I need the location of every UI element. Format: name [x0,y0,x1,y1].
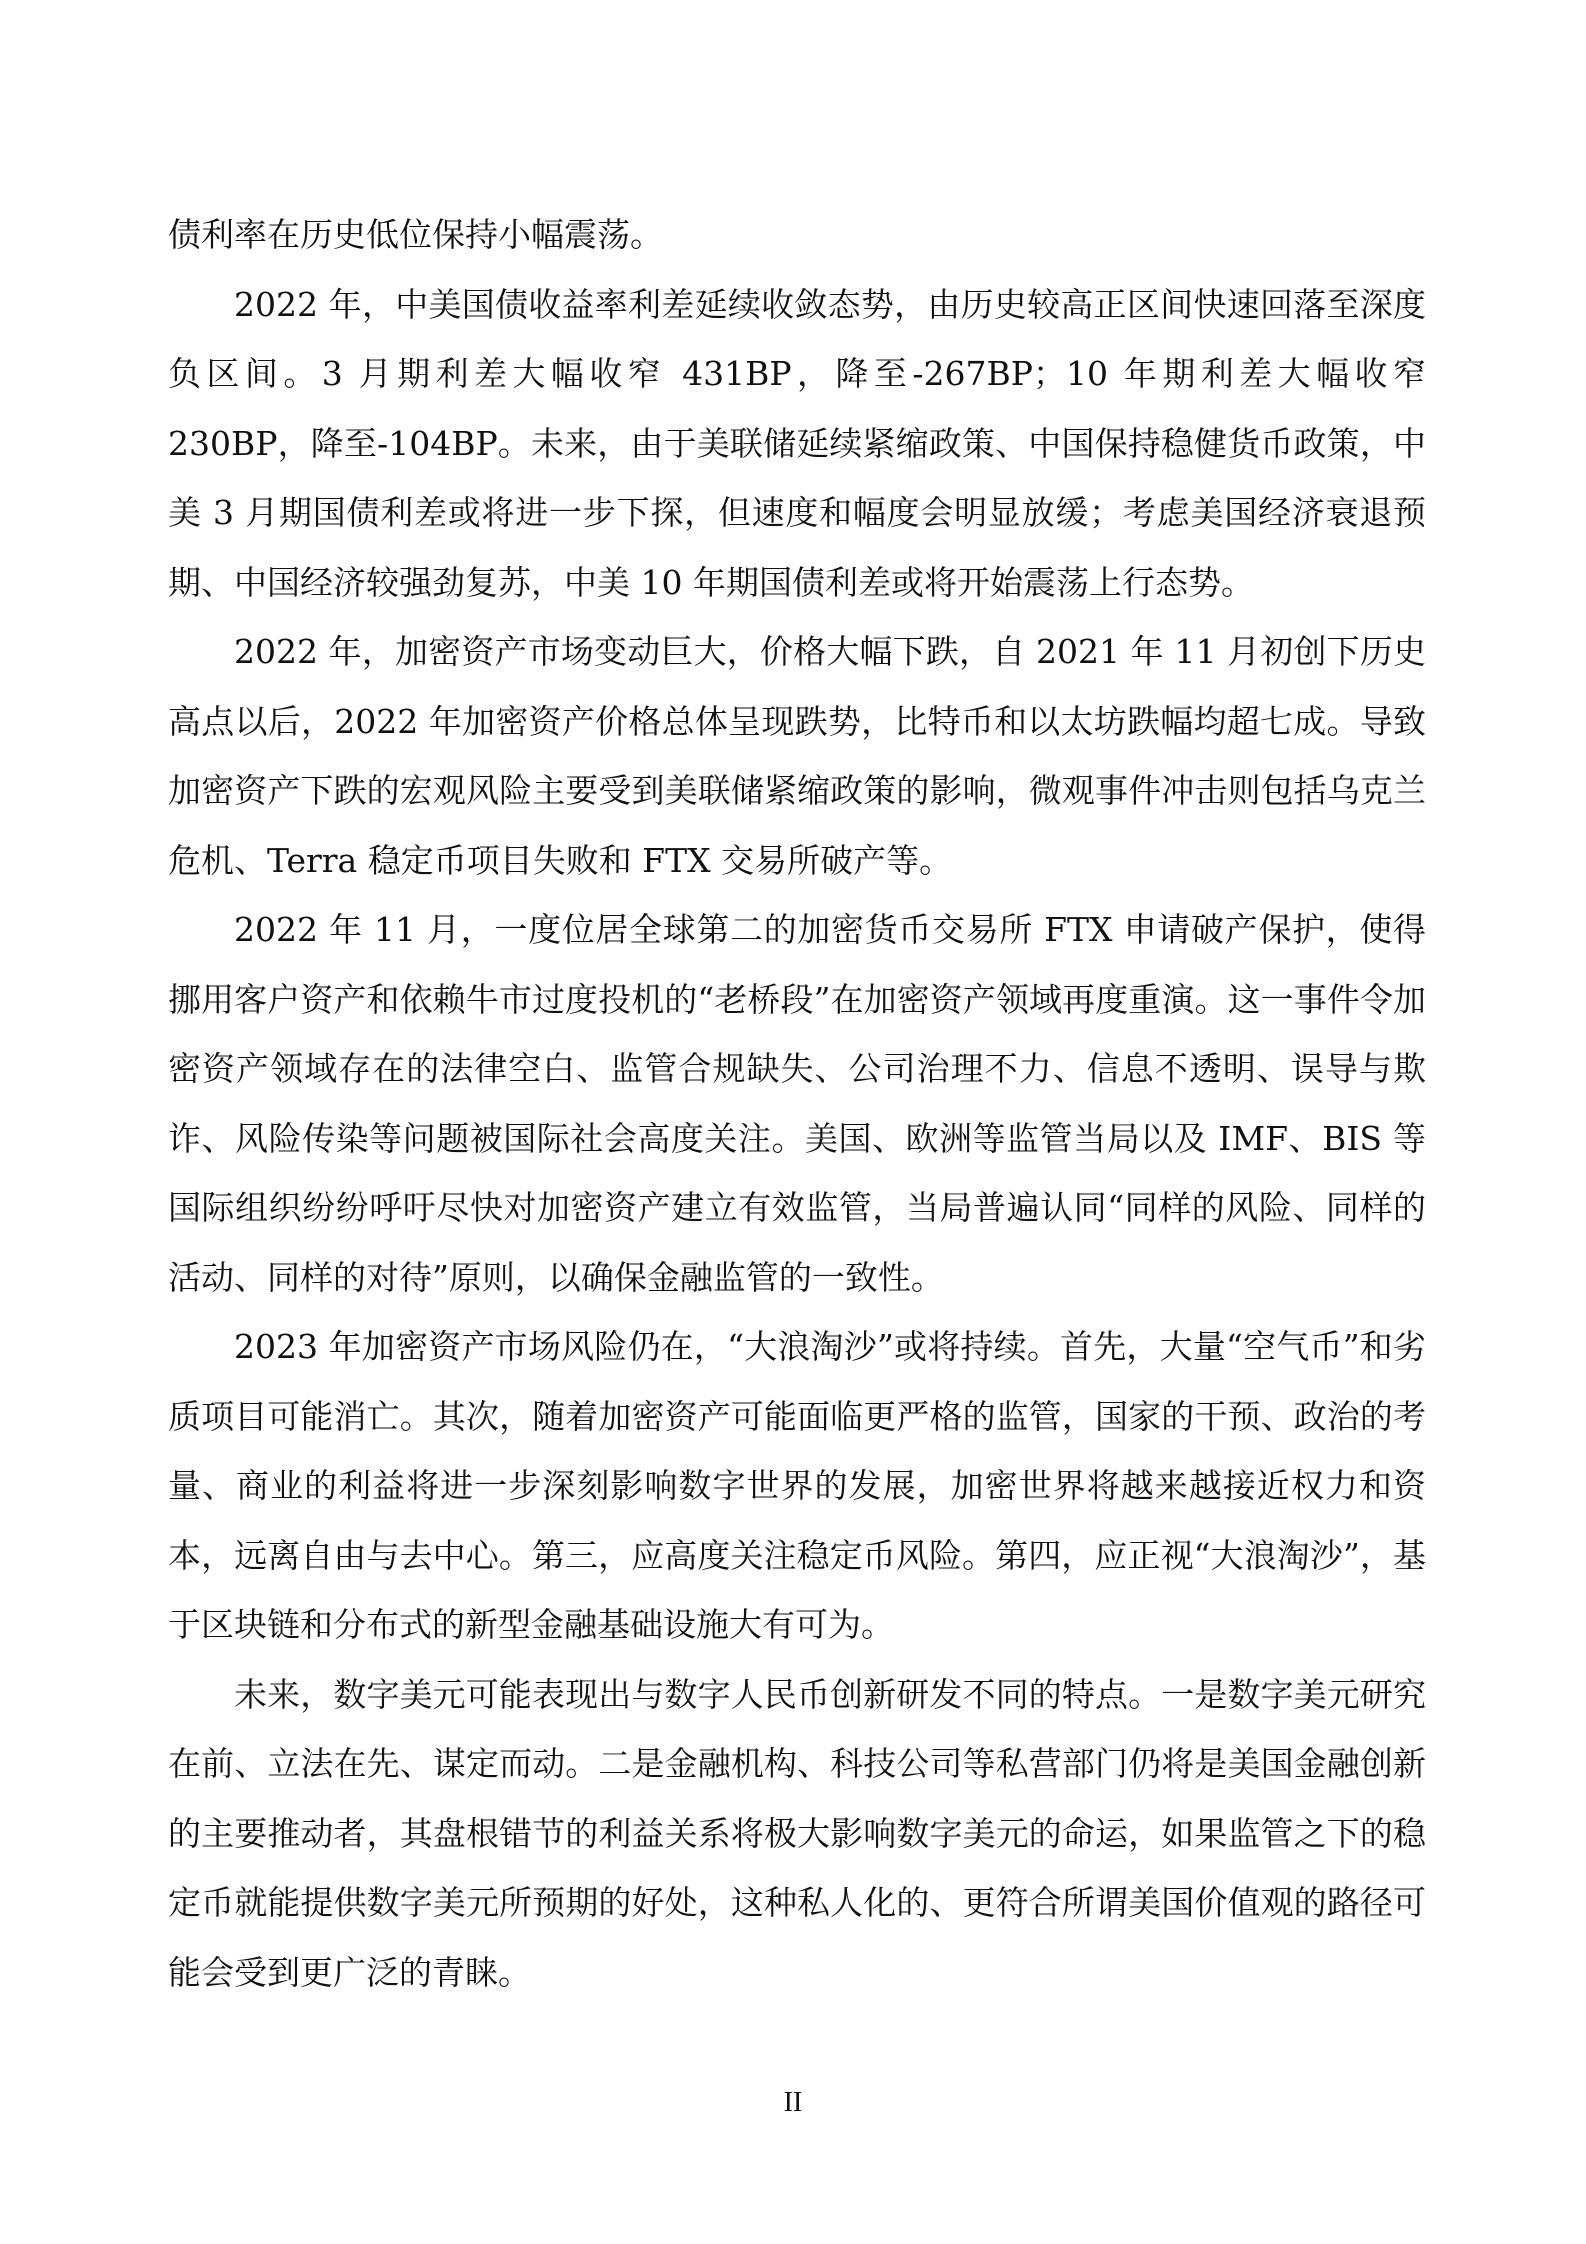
paragraph-2023-outlook: 2023 年加密资产市场风险仍在，“大浪淘沙”或将持续。首先，大量“空气币”和劣质项目可能消亡。其次，随着加密资产可能面临更严格的监管，国家的干预、政治的考量、商业的利益将进一步深刻影响数字世界的发展，加密世界将越来越接近权力和资本，远离自由与去中心。第三，应高度关注稳定币风险。第四，应正视“大浪淘沙”，基于区块链和分布式的新型金融基础设施大有可为。 [168,1327,1426,1644]
paragraph-crypto-market: 2022 年，加密资产市场变动巨大，价格大幅下跌，自 2021 年 11 月初创下历史高点以后，2022 年加密资产价格总体呈现跌势，比特币和以太坊跌幅均超七成。导致加密资产下跌的宏观风险主要受到美联储紧缩政策的影响，微观事件冲击则包括乌克兰危机、Terra 稳定币项目失败和 FTX 交易所破产等。 [168,632,1426,880]
paragraph-continuation: 债利率在历史低位保持小幅震荡。 [168,215,663,254]
paragraph-digital-dollar: 未来，数字美元可能表现出与数字人民币创新研发不同的特点。一是数字美元研究在前、立法在先、谋定而动。二是金融机构、科技公司等私营部门仍将是美国金融创新的主要推动者，其盘根错节的利益关系将极大影响数字美元的命运，如果监管之下的稳定币就能提供数字美元所预期的好处，这种私人化的、更符合所谓美国价值观的路径可能会受到更广泛的青睐。 [168,1674,1426,1992]
page-number: II [783,2087,803,2118]
paragraph-bond-spread: 2022 年，中美国债收益率利差延续收敛态势，由历史较高正区间快速回落至深度负区间。3 月期利差大幅收窄 431BP，降至-267BP；10 年期利差大幅收窄 230BP，降至-104BP。未来，由于美联储延续紧缩政策、中国保持稳健货币政策，中美 3 月期国债利差或将进一步下探，但速度和幅度会明显放缓；考虑美国经济衰退预期、中国经济较强劲复苏，中美 10 年期国债利差或将开始震荡上行态势。 [168,284,1426,602]
paragraph-ftx-bankruptcy: 2022 年 11 月，一度位居全球第二的加密货币交易所 FTX 申请破产保护，使得挪用客户资产和依赖牛市过度投机的“老桥段”在加密资产领域再度重演。这一事件令加密资产领域存在的法律空白、监管合规缺失、公司治理不力、信息不透明、误导与欺诈、风险传染等问题被国际社会高度关注。美国、欧洲等监管当局以及 IMF、BIS 等国际组织纷纷呼吁尽快对加密资产建立有效监管，当局普遍认同“同样的风险、同样的活动、同样的对待”原则，以确保金融监管的一致性。 [168,910,1426,1297]
document-body [168,200,1426,2007]
